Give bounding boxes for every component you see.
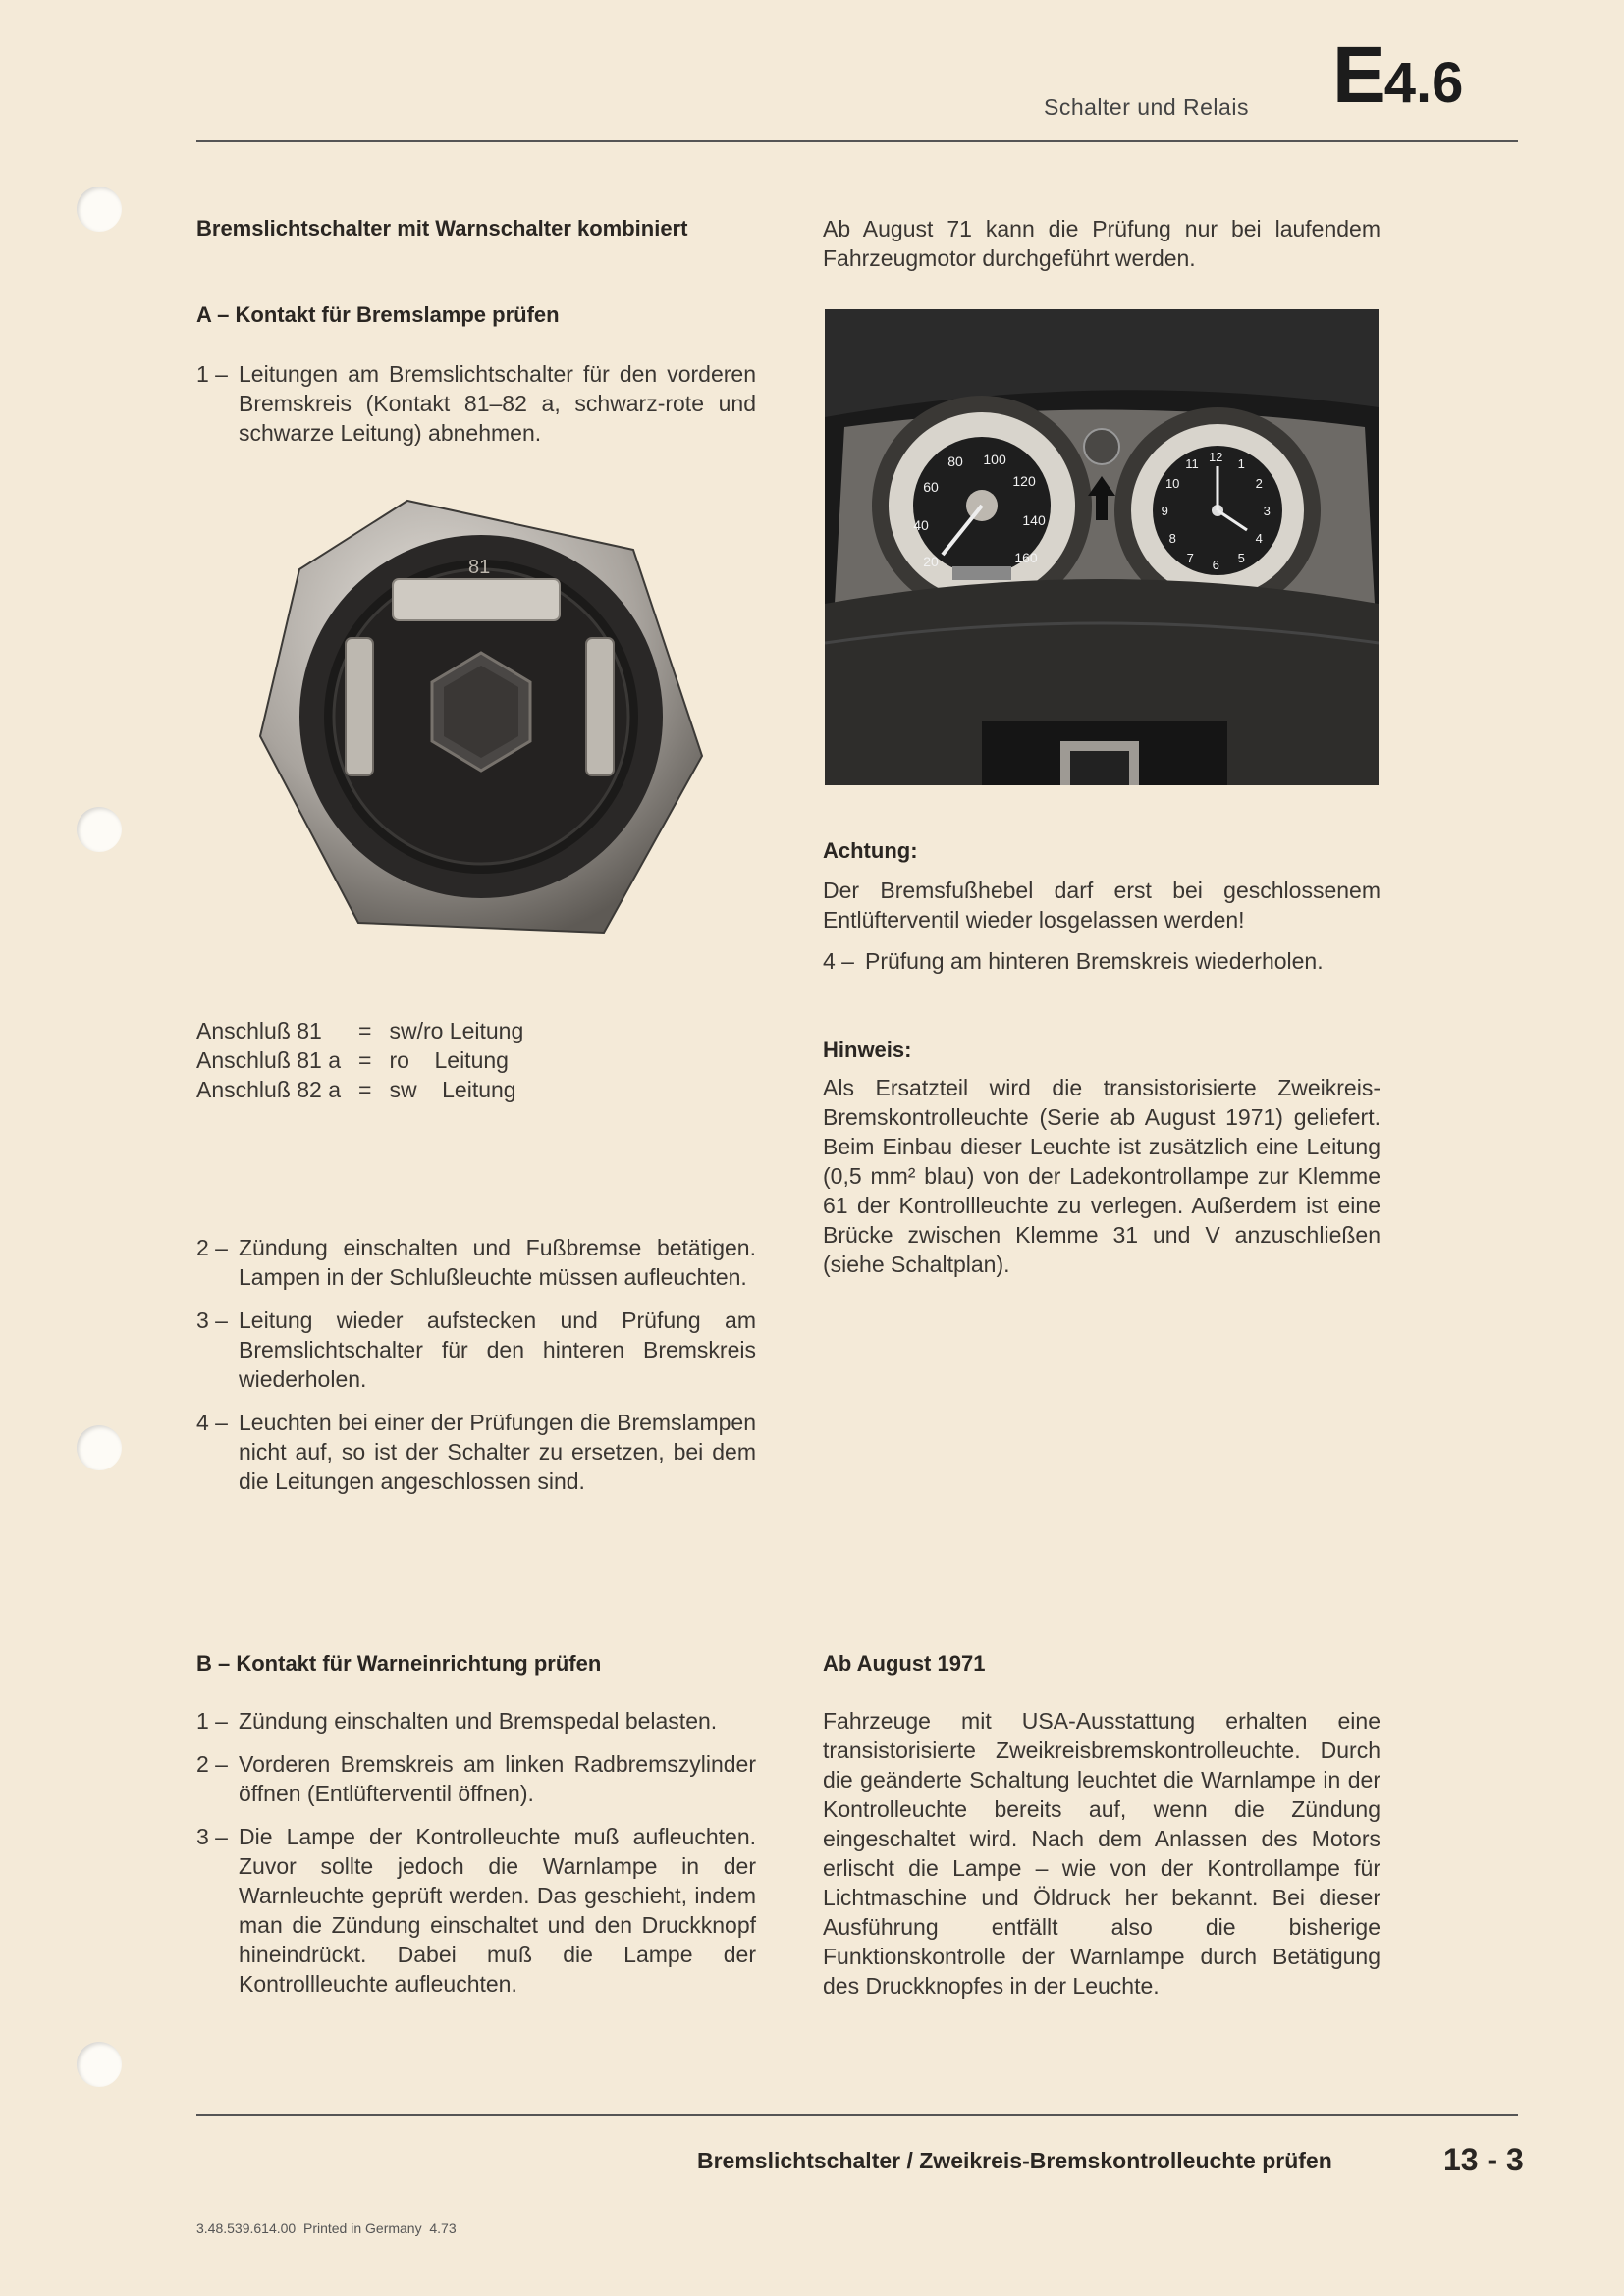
list-item bbox=[196, 1822, 756, 1999]
speedo-tick: 80 bbox=[947, 454, 963, 469]
item-text: Die Lampe der Kontrolleuchte muß aufleuchten. Zuvor sollte jedoch die Warnlampe in der Warnleuchte geprüft werden. Das geschieht, indem man die Zündung einschaltet und den Druckknopf hineindrückt. Dabei muß die Lampe der Kontrollleuchte aufleuchten. bbox=[239, 1824, 756, 1997]
section-code-letter: E bbox=[1332, 30, 1384, 120]
punch-hole bbox=[77, 2042, 122, 2087]
list-item bbox=[196, 1408, 756, 1496]
speedo-tick: 40 bbox=[913, 517, 929, 533]
item-text: Zündung einschalten und Bremspedal belasten. bbox=[239, 1708, 718, 1734]
hinweis-heading: Hinweis: bbox=[823, 1038, 912, 1062]
punch-hole bbox=[77, 187, 122, 232]
clock-tick: 3 bbox=[1263, 504, 1271, 518]
connection-label: Anschluß 82 a bbox=[196, 1077, 342, 1102]
section-b-steps bbox=[196, 1706, 756, 2012]
speedo-tick: 160 bbox=[1014, 550, 1038, 565]
list-item bbox=[196, 1306, 756, 1394]
footer-title: Bremslichtschalter / Zweikreis-Bremskontrolleuchte prüfen bbox=[697, 2148, 1332, 2173]
list-item bbox=[823, 946, 1380, 976]
list-item bbox=[196, 359, 756, 448]
list-item bbox=[196, 1706, 756, 1735]
connection-value: ro Leitung bbox=[389, 1047, 509, 1073]
main-heading: Bremslichtschalter mit Warnschalter kombiniert bbox=[196, 216, 688, 240]
speedo-tick: 60 bbox=[923, 479, 939, 495]
clock-tick: 5 bbox=[1237, 551, 1245, 565]
clock-tick: 9 bbox=[1161, 504, 1168, 518]
clock-tick: 1 bbox=[1237, 456, 1245, 471]
section-title: Schalter und Relais bbox=[1044, 94, 1249, 120]
list-item bbox=[196, 1749, 756, 1808]
item-number: 4 – bbox=[196, 1410, 228, 1435]
table-row bbox=[196, 1075, 523, 1104]
item-text: Vorderen Bremskreis am linken Radbremszylinder öffnen (Entlüfterventil öffnen). bbox=[239, 1751, 756, 1806]
item-number: 2 – bbox=[196, 1751, 228, 1777]
dashboard-photo bbox=[825, 309, 1379, 785]
speedo-tick: 100 bbox=[983, 452, 1006, 467]
clock-tick: 11 bbox=[1185, 456, 1199, 471]
section-b-heading: B – Kontakt für Warneinrichtung prüfen bbox=[196, 1651, 602, 1676]
connection-eq: = bbox=[358, 1047, 372, 1073]
clock-tick: 2 bbox=[1255, 476, 1263, 491]
section-code-number: 4.6 bbox=[1383, 51, 1464, 115]
connection-value: sw Leitung bbox=[389, 1077, 516, 1102]
footer-rule bbox=[196, 2114, 1518, 2116]
speedo-tick: 140 bbox=[1022, 512, 1046, 528]
speedo-tick: 120 bbox=[1012, 473, 1036, 489]
clock-tick: 7 bbox=[1186, 551, 1194, 565]
header-rule bbox=[196, 140, 1518, 142]
section-code bbox=[1332, 30, 1464, 120]
connection-eq: = bbox=[358, 1018, 372, 1043]
connections-table bbox=[196, 1016, 523, 1104]
clock-tick: 10 bbox=[1164, 476, 1180, 491]
august-text: Fahrzeuge mit USA-Ausstattung erhalten eine transistorisierte Zweikreisbremskontrolleuchte. Durch die geänderte Schaltung leuchtet die Warnlampe in der Kontrolleuchte bereits auf, wenn die Zündung eingeschaltet wird. Nach dem Anlassen des Motors erlischt die Lampe – wie von der Kontrollampe für Lichtmaschine und Öldruck her bekannt. Bei dieser Ausführung entfällt also die bisherige Funktionskontrolle der Warnlampe durch Betätigung des Druckknopfes in der Leuchte. bbox=[823, 1708, 1380, 1999]
connection-value: sw/ro Leitung bbox=[389, 1018, 524, 1043]
item-text: Zündung einschalten und Fußbremse betätigen. Lampen in der Schlußleuchte müssen aufleuchten. bbox=[239, 1235, 756, 1290]
table-row bbox=[196, 1016, 523, 1045]
punch-hole bbox=[77, 807, 122, 852]
clock-tick: 6 bbox=[1212, 558, 1219, 572]
item-number: 1 – bbox=[196, 361, 228, 387]
item-number: 3 – bbox=[196, 1308, 228, 1333]
item-text: Leitung wieder aufstecken und Prüfung am Bremslichtschalter für den hinteren Bremskreis wiederholen. bbox=[239, 1308, 756, 1392]
section-a-step-1 bbox=[196, 359, 756, 461]
connection-eq: = bbox=[358, 1077, 372, 1102]
clock-tick: 4 bbox=[1255, 531, 1263, 546]
connection-label: Anschluß 81 bbox=[196, 1018, 322, 1043]
clock-tick: 8 bbox=[1168, 531, 1176, 546]
punch-hole bbox=[77, 1425, 122, 1470]
terminal-label: 81 bbox=[468, 557, 491, 578]
item-number: 4 – bbox=[823, 948, 854, 974]
august-heading: Ab August 1971 bbox=[823, 1651, 986, 1676]
page-number: 13 - 3 bbox=[1443, 2142, 1524, 2177]
instrument-cluster-illustration bbox=[825, 309, 1379, 785]
hinweis-text: Als Ersatzteil wird die transistorisierte Zweikreis-Bremskontrolleuchte (Serie ab August 1971) geliefert. Beim Einbau dieser Leuchte ist zusätzlich eine Leitung (0,5 mm² blau) von der Ladekontrollampe zur Klemme 61 der Kontrollleuchte zu verlegen. Außerdem ist eine Brücke zwischen Klemme 31 und V anzuschließen (siehe Schaltplan). bbox=[823, 1075, 1380, 1277]
right-step-4 bbox=[823, 946, 1380, 989]
speedo-tick: 20 bbox=[923, 554, 939, 569]
intro-text: Ab August 71 kann die Prüfung nur bei laufendem Fahrzeugmotor durchgeführt werden. bbox=[823, 216, 1380, 271]
achtung-text: Der Bremsfußhebel darf erst bei geschlossenem Entlüfterventil wieder losgelassen werden! bbox=[823, 878, 1380, 933]
table-row bbox=[196, 1045, 523, 1075]
item-text: Prüfung am hinteren Bremskreis wiederholen. bbox=[865, 948, 1324, 974]
item-number: 3 – bbox=[196, 1824, 228, 1849]
brake-switch-photo bbox=[241, 491, 722, 952]
item-text: Leuchten bei einer der Prüfungen die Bremslampen nicht auf, so ist der Schalter zu ersetzen, bei dem die Leitungen angeschlossen sind. bbox=[239, 1410, 756, 1494]
connection-label: Anschluß 81 a bbox=[196, 1047, 342, 1073]
list-item bbox=[196, 1233, 756, 1292]
item-text: Leitungen am Bremslichtschalter für den vorderen Bremskreis (Kontakt 81–82 a, schwarz-rote und schwarze Leitung) abnehmen. bbox=[239, 361, 756, 446]
section-a-steps-2-4 bbox=[196, 1233, 756, 1510]
imprint: 3.48.539.614.00 Printed in Germany 4.73 bbox=[196, 2220, 457, 2236]
achtung-heading: Achtung: bbox=[823, 838, 918, 863]
item-number: 1 – bbox=[196, 1708, 228, 1734]
brake-switch-illustration bbox=[241, 491, 722, 952]
clock-tick: 12 bbox=[1208, 450, 1223, 464]
item-number: 2 – bbox=[196, 1235, 228, 1260]
section-a-heading: A – Kontakt für Bremslampe prüfen bbox=[196, 302, 560, 327]
